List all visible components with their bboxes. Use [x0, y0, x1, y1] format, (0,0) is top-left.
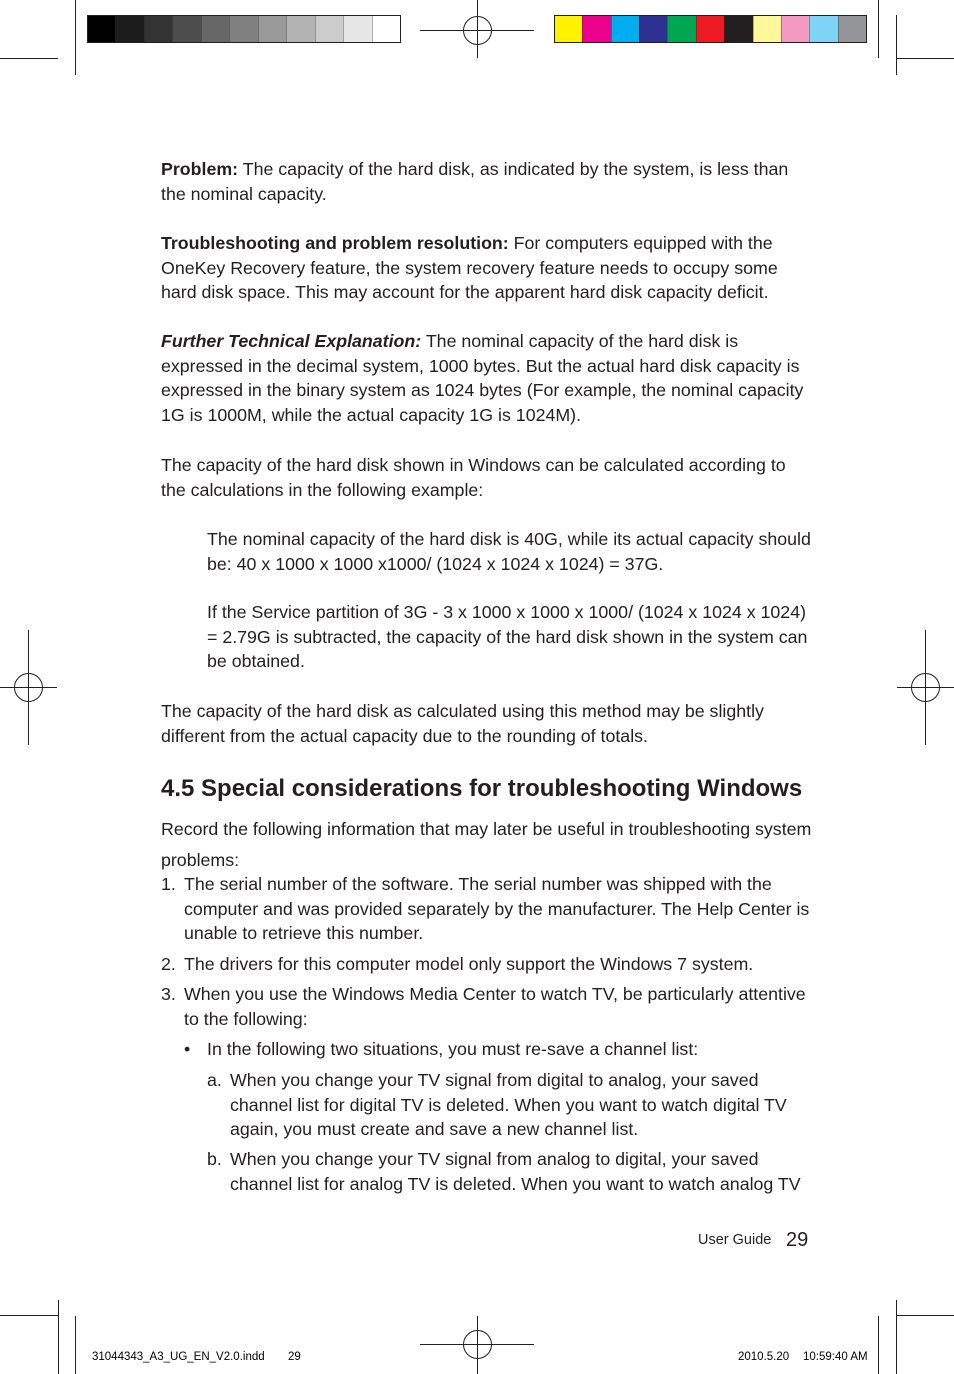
grayscale-swatch [172, 16, 200, 42]
body-line: The capacity of the hard disk shown in Windows can be calculated according to [161, 455, 786, 475]
body-line: different from the actual capacity due to the rounding of totals. [161, 725, 648, 746]
body-line: The drivers for this computer model only support the Windows 7 system. [184, 954, 754, 974]
grayscale-swatch [144, 16, 172, 42]
sub-list-item [207, 1147, 801, 1196]
grayscale-swatch [372, 16, 400, 42]
crop-mark-top-left [0, 0, 76, 75]
grayscale-swatch [229, 16, 257, 42]
slug-time: 10:59:40 AM [803, 1351, 868, 1363]
list-item-text [184, 952, 753, 977]
crop-mark-bottom-right [879, 1300, 954, 1374]
paragraph-label: Problem: [161, 159, 239, 179]
body-line: The serial number of the software. The serial number was shipped with the [184, 874, 772, 894]
calculation-intro-paragraph [161, 453, 786, 502]
list-item-text [184, 982, 806, 1031]
body-line: unable to retrieve this number. [184, 923, 424, 944]
registration-mark-right [897, 630, 954, 745]
body-line: In the following two situations, you must re-save a channel list: [207, 1039, 699, 1059]
color-swatch [809, 16, 837, 42]
registration-mark-left [0, 630, 57, 745]
body-line: channel list for analog TV is deleted. When you want to watch analog TV [230, 1173, 801, 1194]
color-swatch [696, 16, 724, 42]
body-line: When you change your TV signal from analog to digital, your saved [230, 1149, 759, 1169]
registration-mark-bottom [420, 1316, 534, 1374]
example-service-paragraph [207, 600, 807, 674]
body-line: The capacity of the hard disk as calculated using this method may be slightly [161, 701, 764, 721]
crop-mark-top-right [879, 0, 954, 75]
section-heading: 4.5 Special considerations for troubleshooting Windows [161, 775, 803, 802]
grayscale-swatch-bar [87, 15, 401, 43]
body-line: the nominal capacity. [161, 183, 327, 204]
color-swatch [753, 16, 781, 42]
section-intro-paragraph [161, 814, 811, 876]
body-line: OneKey Recovery feature, the system recovery feature needs to occupy some [161, 257, 778, 278]
bullet-marker: • [184, 1039, 191, 1059]
body-text: The capacity of the hard disk, as indicated by the system, is less than [242, 159, 789, 179]
slug-date: 2010.5.20 [738, 1351, 790, 1363]
body-line: hard disk space. This may account for the apparent hard disk capacity deficit. [161, 282, 769, 303]
grayscale-swatch [201, 16, 229, 42]
list-item-text [184, 872, 809, 946]
grayscale-swatch [88, 16, 115, 42]
body-line: channel list for digital TV is deleted. When you want to watch digital TV [230, 1094, 787, 1115]
rounding-note-paragraph [161, 699, 764, 748]
body-line: When you change your TV signal from digital to analog, your saved [230, 1070, 759, 1090]
body-line [161, 329, 803, 354]
body-line: problems: [161, 850, 240, 870]
problem-paragraph [161, 157, 788, 206]
color-swatch [724, 16, 752, 42]
body-line: Record the following information that may later be useful in troubleshooting system [161, 819, 812, 839]
grayscale-swatch [343, 16, 371, 42]
sub-list-item-text [230, 1068, 787, 1142]
sub-list-letter: b. [207, 1149, 222, 1169]
grayscale-swatch [258, 16, 286, 42]
paragraph-label: Further Technical Explanation: [161, 331, 422, 351]
body-line [161, 157, 788, 182]
body-text: The nominal capacity of the hard disk is [425, 331, 739, 351]
sub-list-item-text [230, 1147, 801, 1196]
list-item [161, 872, 809, 946]
example-nominal-paragraph [207, 527, 811, 576]
grayscale-swatch [315, 16, 343, 42]
body-line: to the following: [184, 1008, 308, 1029]
list-number: 2. [161, 954, 176, 974]
explanation-paragraph [161, 329, 803, 427]
sub-list-letter: a. [207, 1070, 222, 1090]
crop-mark-bottom-left [0, 1300, 76, 1374]
body-line: When you use the Windows Media Center to watch TV, be particularly attentive [184, 984, 806, 1004]
color-swatch [667, 16, 695, 42]
page-number: 29 [786, 1229, 809, 1251]
color-swatch [555, 16, 582, 42]
body-line: again, you must create and save a new channel list. [230, 1119, 639, 1140]
body-line: computer and was provided separately by the manufacturer. The Help Center is [184, 898, 810, 919]
slug-filename: 31044343_A3_UG_EN_V2.0.indd [92, 1351, 265, 1363]
bullet-item [184, 1037, 698, 1062]
body-line [161, 231, 778, 256]
body-line: 1G is 1000M, while the actual capacity 1G is 1024M). [161, 404, 582, 425]
body-line: = 2.79G is subtracted, the capacity of the hard disk shown in the system can [207, 626, 808, 647]
registration-mark-top [420, 0, 534, 58]
body-line: The nominal capacity of the hard disk is 40G, while its actual capacity should [207, 529, 811, 549]
body-line: the calculations in the following example: [161, 479, 484, 500]
body-line: be obtained. [207, 651, 305, 672]
color-swatch [582, 16, 610, 42]
resolution-paragraph [161, 231, 778, 305]
slug-page: 29 [288, 1351, 301, 1363]
grayscale-swatch [286, 16, 314, 42]
list-item [161, 952, 753, 977]
body-line: expressed in the decimal system, 1000 bytes. But the actual hard disk capacity is [161, 355, 800, 376]
paragraph-label: Troubleshooting and problem resolution: [161, 233, 509, 253]
color-swatch [781, 16, 809, 42]
body-text: For computers equipped with the [513, 233, 773, 253]
list-number: 3. [161, 984, 176, 1004]
color-swatch [639, 16, 667, 42]
sub-list-item [207, 1068, 787, 1142]
grayscale-swatch [115, 16, 143, 42]
body-line: be: 40 x 1000 x 1000 x1000/ (1024 x 1024 x 1024) = 37G. [207, 553, 664, 574]
body-line: If the Service partition of 3G - 3 x 1000 x 1000 x 1000/ (1024 x 1024 x 1024) [207, 602, 807, 622]
footer-label: User Guide [698, 1232, 772, 1248]
bullet-item-text [207, 1037, 698, 1062]
color-swatch [611, 16, 639, 42]
body-line: expressed in the binary system as 1024 bytes (For example, the nominal capacity [161, 380, 804, 401]
list-item [161, 982, 806, 1031]
list-number: 1. [161, 874, 176, 894]
color-swatch-bar [554, 15, 867, 43]
color-swatch [838, 16, 866, 42]
